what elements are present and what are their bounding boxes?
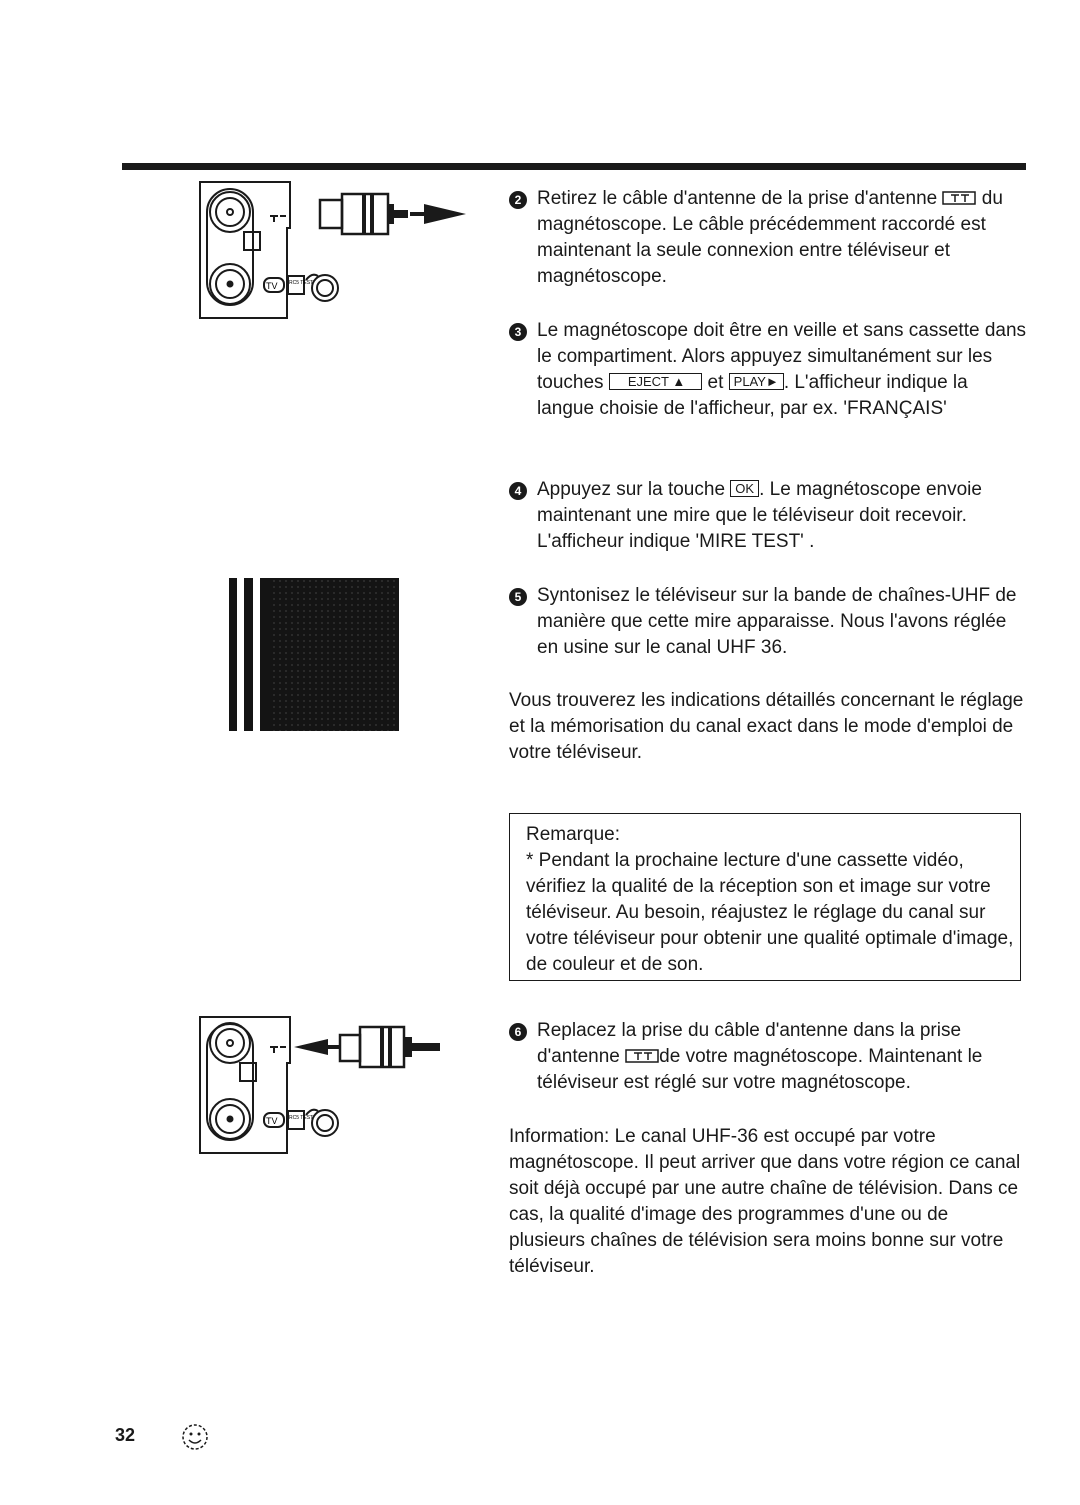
tv-label: TV <box>266 1116 278 1126</box>
smiley-icon <box>180 1422 210 1452</box>
step-text: Le magnétoscope doit être en veille et sans cassette dans le compartiment. Alors appuyez simultanément sur les touches <box>537 320 1027 393</box>
ok-key: OK <box>730 480 759 497</box>
information-paragraph: Information: Le canal UHF-36 est occupé par votre magnétoscope. Il peut arriver que dans votre région ce canal soit déjà occupé par une autre chaîne de télévision. Dans ce cas, la qualité d'image des programmes d'une ou de plusieurs chaînes de télévision sera moins bonne sur votre téléviseur. <box>509 1126 1021 1277</box>
step-number: 6 <box>509 1023 527 1041</box>
page-number: 32 <box>115 1425 136 1445</box>
step-6 <box>509 1018 1029 1096</box>
top-rule <box>122 163 1026 170</box>
step-text: . Le magnétoscope envoie maintenant une mire que le téléviseur doit recevoir. L'afficheur indique 'MIRE TEST' . <box>537 479 982 552</box>
step-text: Retirez le câble d'antenne de la prise d'antenne <box>537 188 943 209</box>
antenna-socket-icon <box>625 1049 659 1063</box>
test-pattern-figure <box>229 578 399 731</box>
note-box <box>509 813 1021 981</box>
note-text: * Pendant la prochaine lecture d'une cassette vidéo, vérifiez la qualité de la réception son et image sur votre téléviseur. Au besoin, réajustez le réglage du canal sur votre téléviseur pour obtenir une qualité optimale d'image, de couleur et de son. <box>526 850 1014 975</box>
step-text: Replacez la prise du câble d'antenne dans la prise d'antenne <box>537 1020 962 1067</box>
antenna-plug-figure <box>198 1015 458 1155</box>
tv-label: TV <box>266 281 278 291</box>
antenna-unplug-figure <box>198 180 478 320</box>
details-paragraph: Vous trouverez les indications détaillés concernant le réglage et la mémorisation du canal exact dans le mode d'emploi de votre téléviseur. <box>509 690 1024 763</box>
step-text: Appuyez sur la touche <box>537 479 731 500</box>
step-2 <box>509 186 1029 290</box>
step-text: du magnétoscope. Le câble précédemment raccordé est maintenant la seule connexion entre téléviseur et magnétoscope. <box>537 188 1003 287</box>
step-number: 3 <box>509 323 527 341</box>
step-number: 4 <box>509 482 527 500</box>
step-number: 2 <box>509 191 527 209</box>
step-text: . L'afficheur indique la langue choisie de l'afficheur, par ex. 'FRANÇAIS' <box>537 372 968 419</box>
antenna-socket-icon <box>942 191 976 205</box>
step-text: et <box>702 372 729 393</box>
step-4 <box>509 477 1029 555</box>
rc5-label: RC5 TEST <box>289 1115 314 1121</box>
rc5-label: RC5 TEST <box>289 280 314 286</box>
eject-key: EJECT ▲ <box>609 373 702 390</box>
step-text: de votre magnétoscope. Maintenant le téléviseur est réglé sur votre magnétoscope. <box>537 1046 983 1093</box>
play-key: PLAY► <box>729 373 784 390</box>
step-3 <box>509 318 1029 422</box>
step-text: Syntonisez le téléviseur sur la bande de chaînes-UHF de manière que cette mire apparaisse. Nous l'avons réglée en usine sur le canal UHF 36. <box>537 585 1017 658</box>
note-title: Remarque: <box>526 824 620 845</box>
step-number: 5 <box>509 588 527 606</box>
step-5 <box>509 583 1029 661</box>
